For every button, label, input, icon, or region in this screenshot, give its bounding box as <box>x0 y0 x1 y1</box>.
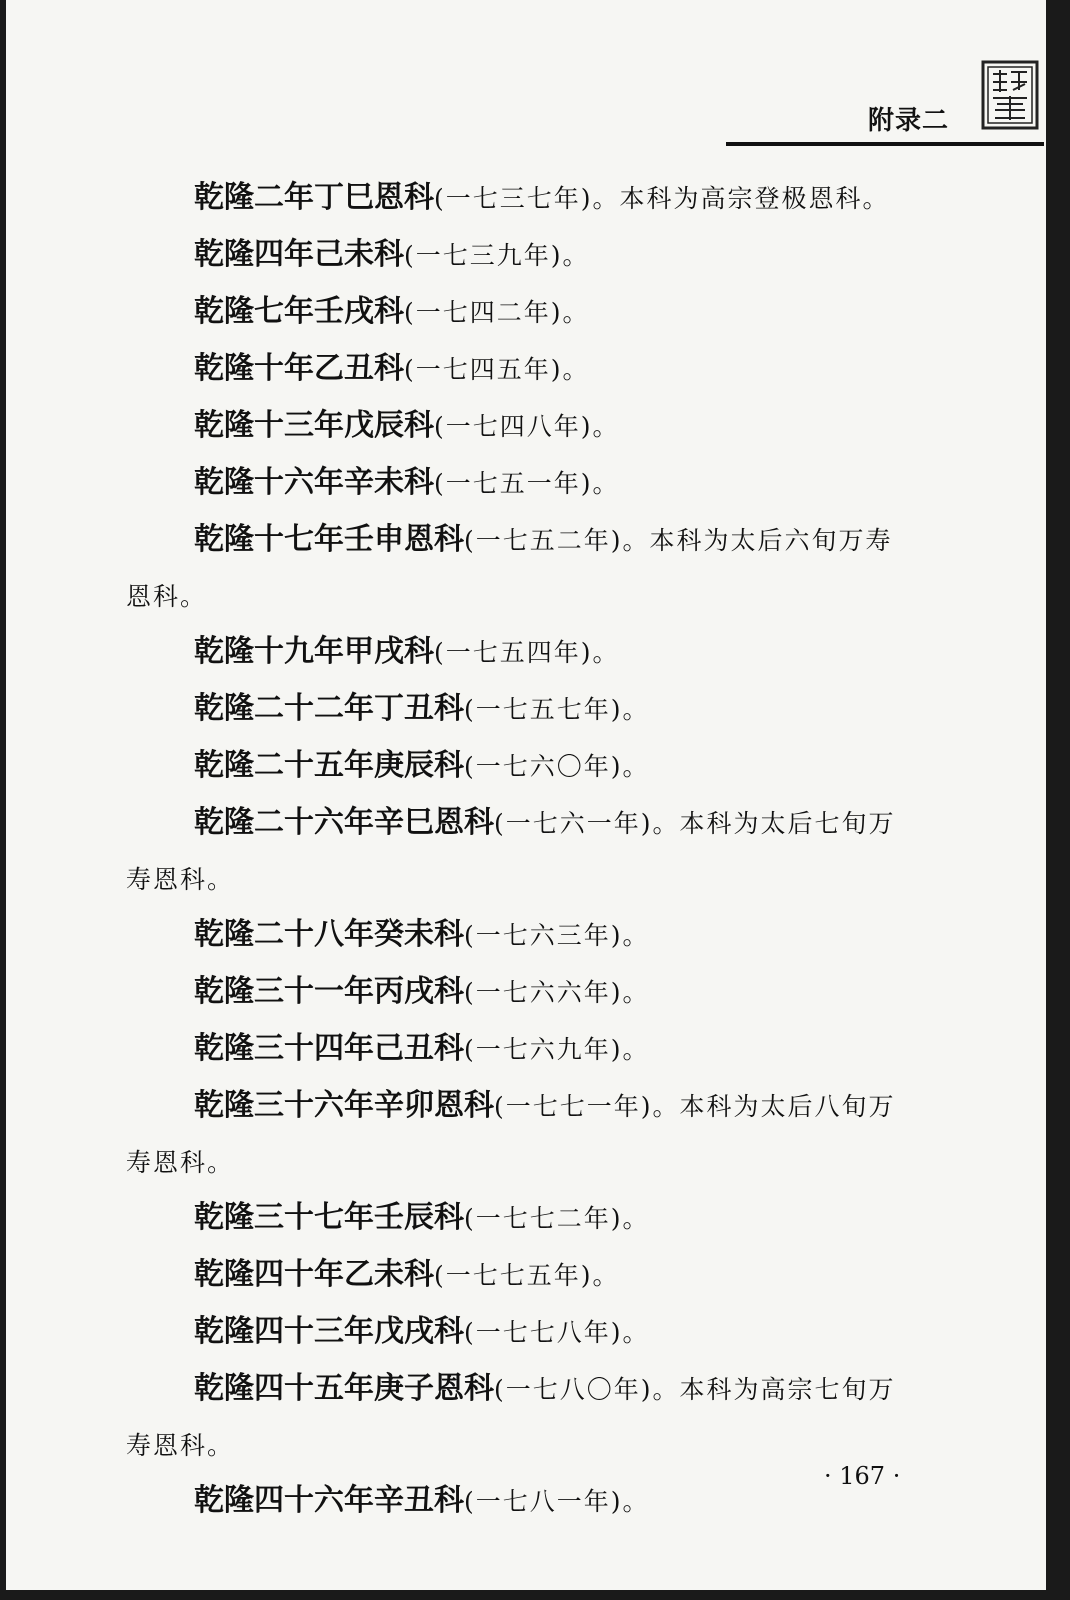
list-item <box>114 681 954 738</box>
exam-title: 乾隆三十四年己丑科 <box>194 1031 464 1066</box>
list-item <box>114 455 954 512</box>
list-item <box>114 907 954 964</box>
list-item <box>114 512 954 624</box>
exam-note: (一七六一年)。本科为太后七旬万 <box>494 809 896 838</box>
exam-title: 乾隆三十一年丙戌科 <box>194 974 464 1009</box>
exam-note: (一七四八年)。 <box>434 412 620 441</box>
page-number: · 167 · <box>824 1462 901 1490</box>
exam-note: (一七五四年)。 <box>434 638 620 667</box>
list-item <box>114 398 954 455</box>
exam-note: (一七六九年)。 <box>464 1035 650 1064</box>
list-item <box>114 1247 954 1304</box>
exam-title: 乾隆十九年甲戌科 <box>194 634 434 669</box>
exam-note: (一七五七年)。 <box>464 695 650 724</box>
exam-title: 乾隆七年壬戌科 <box>194 294 404 329</box>
list-item <box>114 170 954 227</box>
exam-title: 乾隆四十五年庚子恩科 <box>194 1371 494 1406</box>
exam-note: (一七七八年)。 <box>464 1318 650 1347</box>
exam-note-continuation: 寿恩科。 <box>126 865 235 894</box>
header-rule <box>726 142 1044 146</box>
exam-title: 乾隆十三年戊辰科 <box>194 408 434 443</box>
exam-note-continuation: 寿恩科。 <box>126 1431 235 1460</box>
exam-title: 乾隆十七年壬申恩科 <box>194 522 464 557</box>
exam-note: (一七四二年)。 <box>404 298 590 327</box>
exam-title: 乾隆四年己未科 <box>194 237 404 272</box>
exam-title: 乾隆四十六年辛丑科 <box>194 1483 464 1518</box>
exam-note: (一七七二年)。 <box>464 1204 650 1233</box>
book-page <box>6 0 1046 1590</box>
list-item <box>114 624 954 681</box>
list-item <box>114 1078 954 1190</box>
list-item <box>114 284 954 341</box>
exam-title: 乾隆四十三年戊戌科 <box>194 1314 464 1349</box>
exam-note: (一七六三年)。 <box>464 921 650 950</box>
entries-list <box>114 170 954 1530</box>
exam-title: 乾隆十六年辛未科 <box>194 465 434 500</box>
running-header <box>726 60 1044 156</box>
exam-title: 乾隆十年乙丑科 <box>194 351 404 386</box>
exam-note: (一七八〇年)。本科为高宗七旬万 <box>494 1375 896 1404</box>
list-item <box>114 738 954 795</box>
list-item <box>114 964 954 1021</box>
exam-title: 乾隆二十六年辛巳恩科 <box>194 805 494 840</box>
exam-title: 乾隆二十五年庚辰科 <box>194 748 464 783</box>
seal-logo <box>981 60 1039 130</box>
exam-note: (一七六〇年)。 <box>464 752 650 781</box>
exam-note: (一七六六年)。 <box>464 978 650 1007</box>
exam-title: 乾隆三十六年辛卯恩科 <box>194 1088 494 1123</box>
exam-title: 乾隆二十二年丁丑科 <box>194 691 464 726</box>
list-item <box>114 1304 954 1361</box>
exam-note: (一七五二年)。本科为太后六旬万寿 <box>464 526 893 555</box>
list-item <box>114 341 954 398</box>
list-item <box>114 227 954 284</box>
exam-note: (一七四五年)。 <box>404 355 590 384</box>
list-item <box>114 795 954 907</box>
exam-note: (一七七一年)。本科为太后八旬万 <box>494 1092 896 1121</box>
exam-title: 乾隆二年丁巳恩科 <box>194 180 434 215</box>
exam-title: 乾隆二十八年癸未科 <box>194 917 464 952</box>
exam-note: (一七八一年)。 <box>464 1487 650 1516</box>
list-item <box>114 1021 954 1078</box>
exam-note: (一七七五年)。 <box>434 1261 620 1290</box>
exam-note-continuation: 恩科。 <box>126 582 208 611</box>
exam-note: (一七三九年)。 <box>404 241 590 270</box>
exam-note: (一七三七年)。本科为高宗登极恩科。 <box>434 184 890 213</box>
exam-title: 乾隆四十年乙未科 <box>194 1257 434 1292</box>
exam-note: (一七五一年)。 <box>434 469 620 498</box>
list-item <box>114 1190 954 1247</box>
exam-note-continuation: 寿恩科。 <box>126 1148 235 1177</box>
exam-title: 乾隆三十七年壬辰科 <box>194 1200 464 1235</box>
list-item <box>114 1361 954 1473</box>
header-title: 附录二 <box>868 106 950 136</box>
